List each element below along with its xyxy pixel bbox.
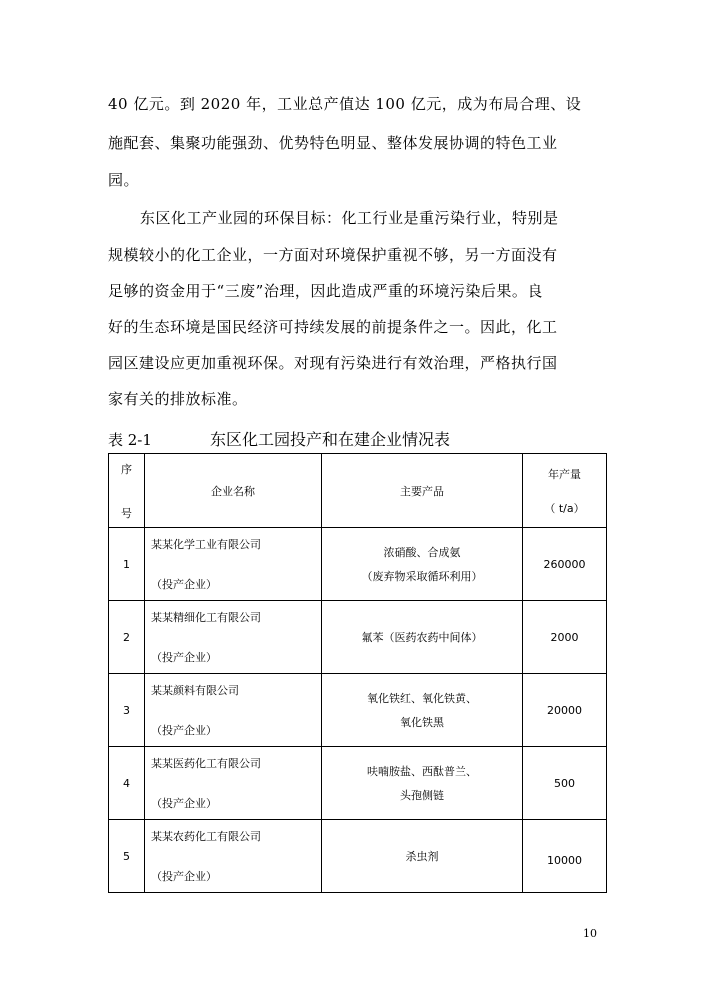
header-amount [523,454,607,528]
row-product-cell [322,528,523,601]
row-company-name: 某某精细化工有限公司 [151,611,261,624]
paragraph2-line-6: 家有关的排放标准。 [108,390,248,408]
row-name-cell [145,747,322,820]
header-seq [109,454,145,528]
row-product-line2: 氧化铁黑 [400,716,444,729]
row-seq: 2 [109,601,145,674]
row-product-line2: 头孢侧链 [400,789,444,802]
row-status: （投产企业） [151,651,217,664]
row-amount: 2000 [523,601,607,674]
row-company-name: 某某化学工业有限公司 [151,538,261,551]
table-row [109,601,607,674]
paragraph2-line-4: 好的生态环境是国民经济可持续发展的前提条件之一。因此，化工 [108,318,558,336]
row-amount: 10000 [523,820,607,893]
row-product-line1: 杀虫剂 [405,850,439,863]
row-seq: 4 [109,747,145,820]
row-company-name: 某某农药化工有限公司 [151,830,261,843]
header-name: 企业名称 [145,454,322,528]
row-name-cell [145,601,322,674]
row-amount: 260000 [523,528,607,601]
paragraph2-line-1: 东区化工产业园的环保目标：化工行业是重污染行业，特别是 [140,209,559,227]
row-status: （投产企业） [151,578,217,591]
header-amount-top: 年产量 [548,467,581,481]
header-seq-bottom: 号 [121,506,132,520]
row-amount: 20000 [523,674,607,747]
row-product-line1: 氟苯（医药农药中间体） [361,631,483,644]
row-seq: 3 [109,674,145,747]
page-number: 10 [583,927,597,940]
row-name-cell [145,820,322,893]
table-row [109,674,607,747]
paragraph1-line-2: 施配套、集聚功能强劲、优势特色明显、整体发展协调的特色工业 [108,134,558,152]
header-amount-bottom: （ t/a） [544,501,585,515]
row-status: （投产企业） [151,724,217,737]
row-product-cell [322,674,523,747]
header-product: 主要产品 [322,454,523,528]
table-row [109,747,607,820]
row-product-line1: 氧化铁红、氧化铁黄、 [367,692,477,705]
row-product-cell [322,820,523,893]
row-company-name: 某某颜料有限公司 [151,684,239,697]
paragraph2-line-3: 足够的资金用于“三废”治理，因此造成严重的环境污染后果。良 [108,282,543,300]
row-company-name: 某某医药化工有限公司 [151,757,261,770]
row-status: （投产企业） [151,870,217,883]
row-name-cell [145,674,322,747]
row-product-line2: （废弃物采取循环利用） [361,570,483,583]
table-caption-title: 东区化工园投产和在建企业情况表 [210,430,451,449]
row-product-line1: 呋喃胺盐、西酞普兰、 [367,765,477,778]
table-caption [108,430,451,450]
header-seq-top: 序 [121,462,132,476]
row-status: （投产企业） [151,797,217,810]
table-caption-label: 表 2-1 [108,431,152,449]
paragraph1-line-3: 园。 [108,171,140,189]
row-seq: 5 [109,820,145,893]
row-product-cell [322,747,523,820]
row-product-line1: 浓硝酸、合成氨 [383,546,461,559]
row-amount: 500 [523,747,607,820]
table-header-row [109,454,607,528]
table-row [109,820,607,893]
paragraph2-line-2: 规模较小的化工企业，一方面对环境保护重视不够，另一方面没有 [108,246,558,264]
enterprise-table [108,453,607,893]
table-row [109,528,607,601]
row-name-cell [145,528,322,601]
paragraph1-line-1: 40 亿元。到 2020 年，工业总产值达 100 亿元，成为布局合理、设 [108,95,582,113]
row-product-cell [322,601,523,674]
paragraph2-line-5: 园区建设应更加重视环保。对现有污染进行有效治理，严格执行国 [108,354,558,372]
row-seq: 1 [109,528,145,601]
